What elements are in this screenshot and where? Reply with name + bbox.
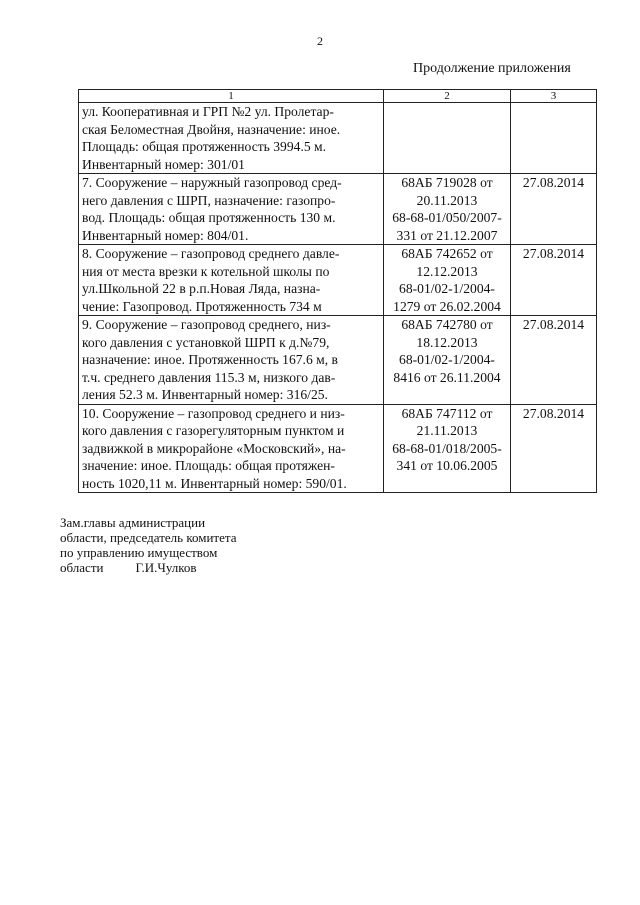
description-line: назначение: иное. Протяженность 167.6 м, в — [82, 352, 338, 367]
table-header-row — [79, 90, 597, 103]
date-cell: 27.08.2014 — [511, 404, 597, 493]
date-cell: 27.08.2014 — [511, 316, 597, 405]
appendix-table — [78, 89, 597, 493]
description-line: ул. Кооперативная и ГРП №2 ул. Пролетар- — [82, 104, 334, 119]
registration-line: 68-68-01/018/2005- — [392, 440, 502, 456]
description-line: ул.Школьной 22 в р.п.Новая Ляда, назна- — [82, 281, 321, 296]
registration-line: 1279 от 26.02.2004 — [393, 298, 501, 314]
registration-line: 68-01/02-1/2004- — [399, 352, 495, 367]
description-line: задвижкой в микрорайоне «Московский», на- — [82, 440, 346, 456]
description-line: кого давления с газорегуляторным пунктом и — [82, 423, 345, 438]
signatory-name: Г.И.Чулков — [135, 560, 197, 575]
signature-block — [60, 515, 236, 575]
signature-position-line-4 — [60, 560, 236, 575]
description-line: ская Беломестная Двойня, назначение: иное. — [82, 121, 341, 137]
registration-line: 68АБ 747112 от — [401, 405, 493, 421]
signature-region: области — [60, 560, 104, 575]
header-cell-2: 2 — [384, 90, 511, 103]
page-number: 2 — [317, 34, 323, 48]
description-line: т.ч. среднего давления 115.3 м, низкого дав- — [82, 369, 336, 385]
table-row — [79, 103, 597, 174]
registration-line: 21.11.2013 — [416, 423, 478, 438]
description-line: Инвентарный номер: 301/01 — [82, 156, 245, 172]
continuation-heading: Продолжение приложения — [413, 61, 571, 76]
registration-line: 68-68-01/050/2007- — [392, 210, 502, 225]
registration-cell — [384, 316, 511, 405]
table-row — [79, 316, 597, 405]
date-cell: 27.08.2014 — [511, 245, 597, 316]
registration-line: 20.11.2013 — [416, 192, 478, 208]
registration-line: 8416 от 26.11.2004 — [393, 369, 501, 385]
object-description-cell — [79, 316, 384, 405]
signature-position-line-2: области, председатель комитета — [60, 530, 237, 545]
signature-position-line-3: по управлению имуществом — [60, 545, 218, 560]
description-line: 7. Сооружение – наружный газопровод сред- — [82, 175, 342, 190]
table-row — [79, 404, 597, 493]
registration-line: 68-01/02-1/2004- — [399, 281, 495, 296]
description-line: кого давления с установкой ШРП к д.№79, — [82, 334, 330, 350]
object-description-cell — [79, 245, 384, 316]
description-line: Площадь: общая протяженность 3994.5 м. — [82, 139, 327, 154]
description-line: него давления с ШРП, назначение: газопро- — [82, 192, 336, 208]
table-row — [79, 174, 597, 245]
registration-line: 18.12.2013 — [416, 334, 478, 350]
description-line: Инвентарный номер: 804/01. — [82, 227, 249, 243]
description-line: ния от места врезки к котельной школы по — [82, 263, 330, 279]
description-line: 9. Сооружение – газопровод среднего, низ- — [82, 317, 331, 332]
registration-line: 68АБ 719028 от — [401, 175, 493, 190]
registration-cell — [384, 404, 511, 493]
object-description-cell — [79, 103, 384, 174]
registration-line: 68АБ 742780 от — [401, 317, 493, 332]
table-row — [79, 245, 597, 316]
date-cell: 27.08.2014 — [511, 174, 597, 245]
registration-line: 68АБ 742652 от — [401, 246, 493, 261]
object-description-cell — [79, 174, 384, 245]
description-line: ность 1020,11 м. Инвентарный номер: 590/01. — [82, 475, 347, 491]
description-line: ления 52.3 м. Инвентарный номер: 316/25. — [82, 387, 328, 402]
description-line: 10. Сооружение – газопровод среднего и низ- — [82, 405, 345, 421]
signature-position-line-1: Зам.главы администрации — [60, 515, 206, 530]
description-line: 8. Сооружение – газопровод среднего давле- — [82, 246, 340, 261]
registration-cell — [384, 103, 511, 174]
description-line: чение: Газопровод. Протяженность 734 м — [82, 298, 322, 314]
registration-line: 341 от 10.06.2005 — [396, 458, 498, 473]
registration-cell — [384, 174, 511, 245]
object-description-cell — [79, 404, 384, 493]
registration-cell — [384, 245, 511, 316]
header-cell-3: 3 — [511, 90, 597, 103]
registration-line: 12.12.2013 — [416, 263, 478, 279]
description-line: вод. Площадь: общая протяженность 130 м. — [82, 210, 336, 225]
registration-line: 331 от 21.12.2007 — [396, 227, 498, 243]
description-line: значение: иное. Площадь: общая протяжен- — [82, 458, 335, 473]
header-cell-1: 1 — [79, 90, 384, 103]
date-cell — [511, 103, 597, 174]
